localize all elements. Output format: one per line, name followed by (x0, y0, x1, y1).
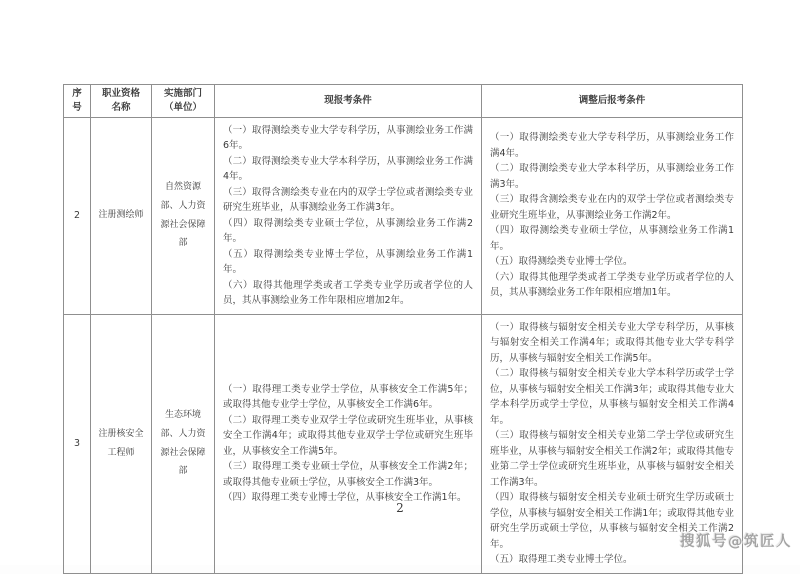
header-seq-line1: 序 (72, 88, 82, 99)
header-current-conditions: 现报考条件 (215, 85, 482, 118)
condition-item: （五）取得理工类专业博士学位。 (490, 554, 633, 566)
condition-item: （二）取得测绘类专业大学本科学历，从事测绘业务工作满3年。 (490, 163, 734, 190)
table-row-nuclear-safety (64, 314, 743, 573)
condition-item: （一）取得理工类专业学士学位，从事核安全工作满5年；或取得其他专业学士学位，从事核安全工作满6年。 (223, 383, 473, 411)
cell-current-conditions (215, 117, 482, 314)
condition-item: （五）取得测绘类专业博士学位，从事测绘业务工作满1年。 (223, 248, 473, 276)
header-name-line2: 名称 (111, 101, 131, 113)
cell-qualification-name: 注册测绘师 (91, 117, 152, 314)
condition-item: （三）取得含测绘类专业在内的双学士学位或者测绘类专业研究生班毕业，从事测绘业务工作满3年。 (223, 186, 473, 214)
header-name-line1: 职业资格 (101, 88, 140, 99)
condition-item: （三）取得理工类专业硕士学位，从事核安全工作满2年；或取得其他专业硕士学位，从事核安全工作满3年。 (223, 461, 473, 488)
condition-item: （六）取得其他理学类或者工学类专业学历或者学位的人员，其从事测绘业务工作年限相应增加2年。 (223, 279, 473, 307)
watermark-text: 搜狐号@筑匠人 (680, 534, 792, 550)
condition-item: （一）取得测绘类专业大学专科学历，从事测绘业务工作满4年。 (490, 132, 734, 159)
cell-qualification-name: 注册核安全工程师 (91, 314, 152, 573)
condition-item: （三）取得含测绘类专业在内的双学士学位或者测绘类专业研究生班毕业，从事测绘业务工作满2年。 (490, 194, 734, 221)
table-row-surveyor (64, 117, 743, 314)
cell-department: 生态环境部、人力资源社会保障部 (152, 314, 215, 573)
condition-item: （四）取得测绘类专业硕士学位，从事测绘业务工作满1年。 (490, 225, 734, 252)
cell-seq: 3 (64, 314, 91, 573)
header-name (91, 85, 152, 118)
condition-item: （二）取得核与辐射安全相关专业大学本科学历或学士学位，从事核与辐射安全相关工作满3年；或取得其他专业大学本科学历或学士学位，从事核与辐射安全相关工作满4年。 (490, 368, 734, 426)
cell-adjusted-conditions (482, 117, 743, 314)
condition-item: （二）取得测绘类专业大学本科学历，从事测绘业务工作满4年。 (223, 155, 473, 183)
condition-item: （四）取得测绘类专业硕士学位，从事测绘业务工作满2年。 (223, 217, 473, 245)
page-number: 2 (396, 501, 404, 515)
condition-item: （四）取得理工类专业博士学位，从事核安全工作满1年。 (223, 492, 467, 504)
header-seq (64, 85, 91, 118)
table-header-row (64, 85, 743, 118)
condition-item: （一）取得测绘类专业大学专科学历，从事测绘业务工作满6年。 (223, 124, 473, 152)
header-adjusted-conditions: 调整后报考条件 (482, 85, 743, 118)
header-dept-line2: （单位） (163, 101, 202, 113)
condition-item: （二）取得理工类专业双学士学位或研究生班毕业，从事核安全工作满4年；或取得其他专业双学士学位或研究生班毕业，从事核安全工作满5年。 (223, 414, 473, 457)
cell-current-conditions (215, 314, 482, 573)
header-seq-line2: 号 (72, 101, 82, 113)
condition-item: （六）取得其他理学类或者工学类专业学历或者学位的人员，其从事测绘业务工作年限相应增加1年。 (490, 271, 734, 299)
condition-item: （四）取得核与辐射安全相关专业硕士研究生学历或硕士学位，从事核与辐射安全相关工作满1年；或取得其他专业研究生学历或硕士学位，从事核与辐射安全相关工作满2年。 (490, 492, 734, 550)
cell-seq: 2 (64, 117, 91, 314)
cell-department: 自然资源部、人力资源社会保障部 (152, 117, 215, 314)
header-dept (152, 85, 215, 118)
header-dept-line1: 实施部门 (163, 88, 202, 99)
condition-item: （五）取得测绘类专业博士学位。 (490, 256, 633, 268)
condition-item: （一）取得核与辐射安全相关专业大学专科学历，从事核与辐射安全相关工作满4年；或取得其他专业大学专科学历，从事核与辐射安全相关工作满5年。 (490, 321, 734, 364)
condition-item: （三）取得核与辐射安全相关专业第二学士学位或研究生班毕业，从事核与辐射安全相关工作满2年；或取得其他专业第二学士学位或研究生班毕业，从事核与辐射安全相关工作满3年。 (490, 430, 734, 488)
